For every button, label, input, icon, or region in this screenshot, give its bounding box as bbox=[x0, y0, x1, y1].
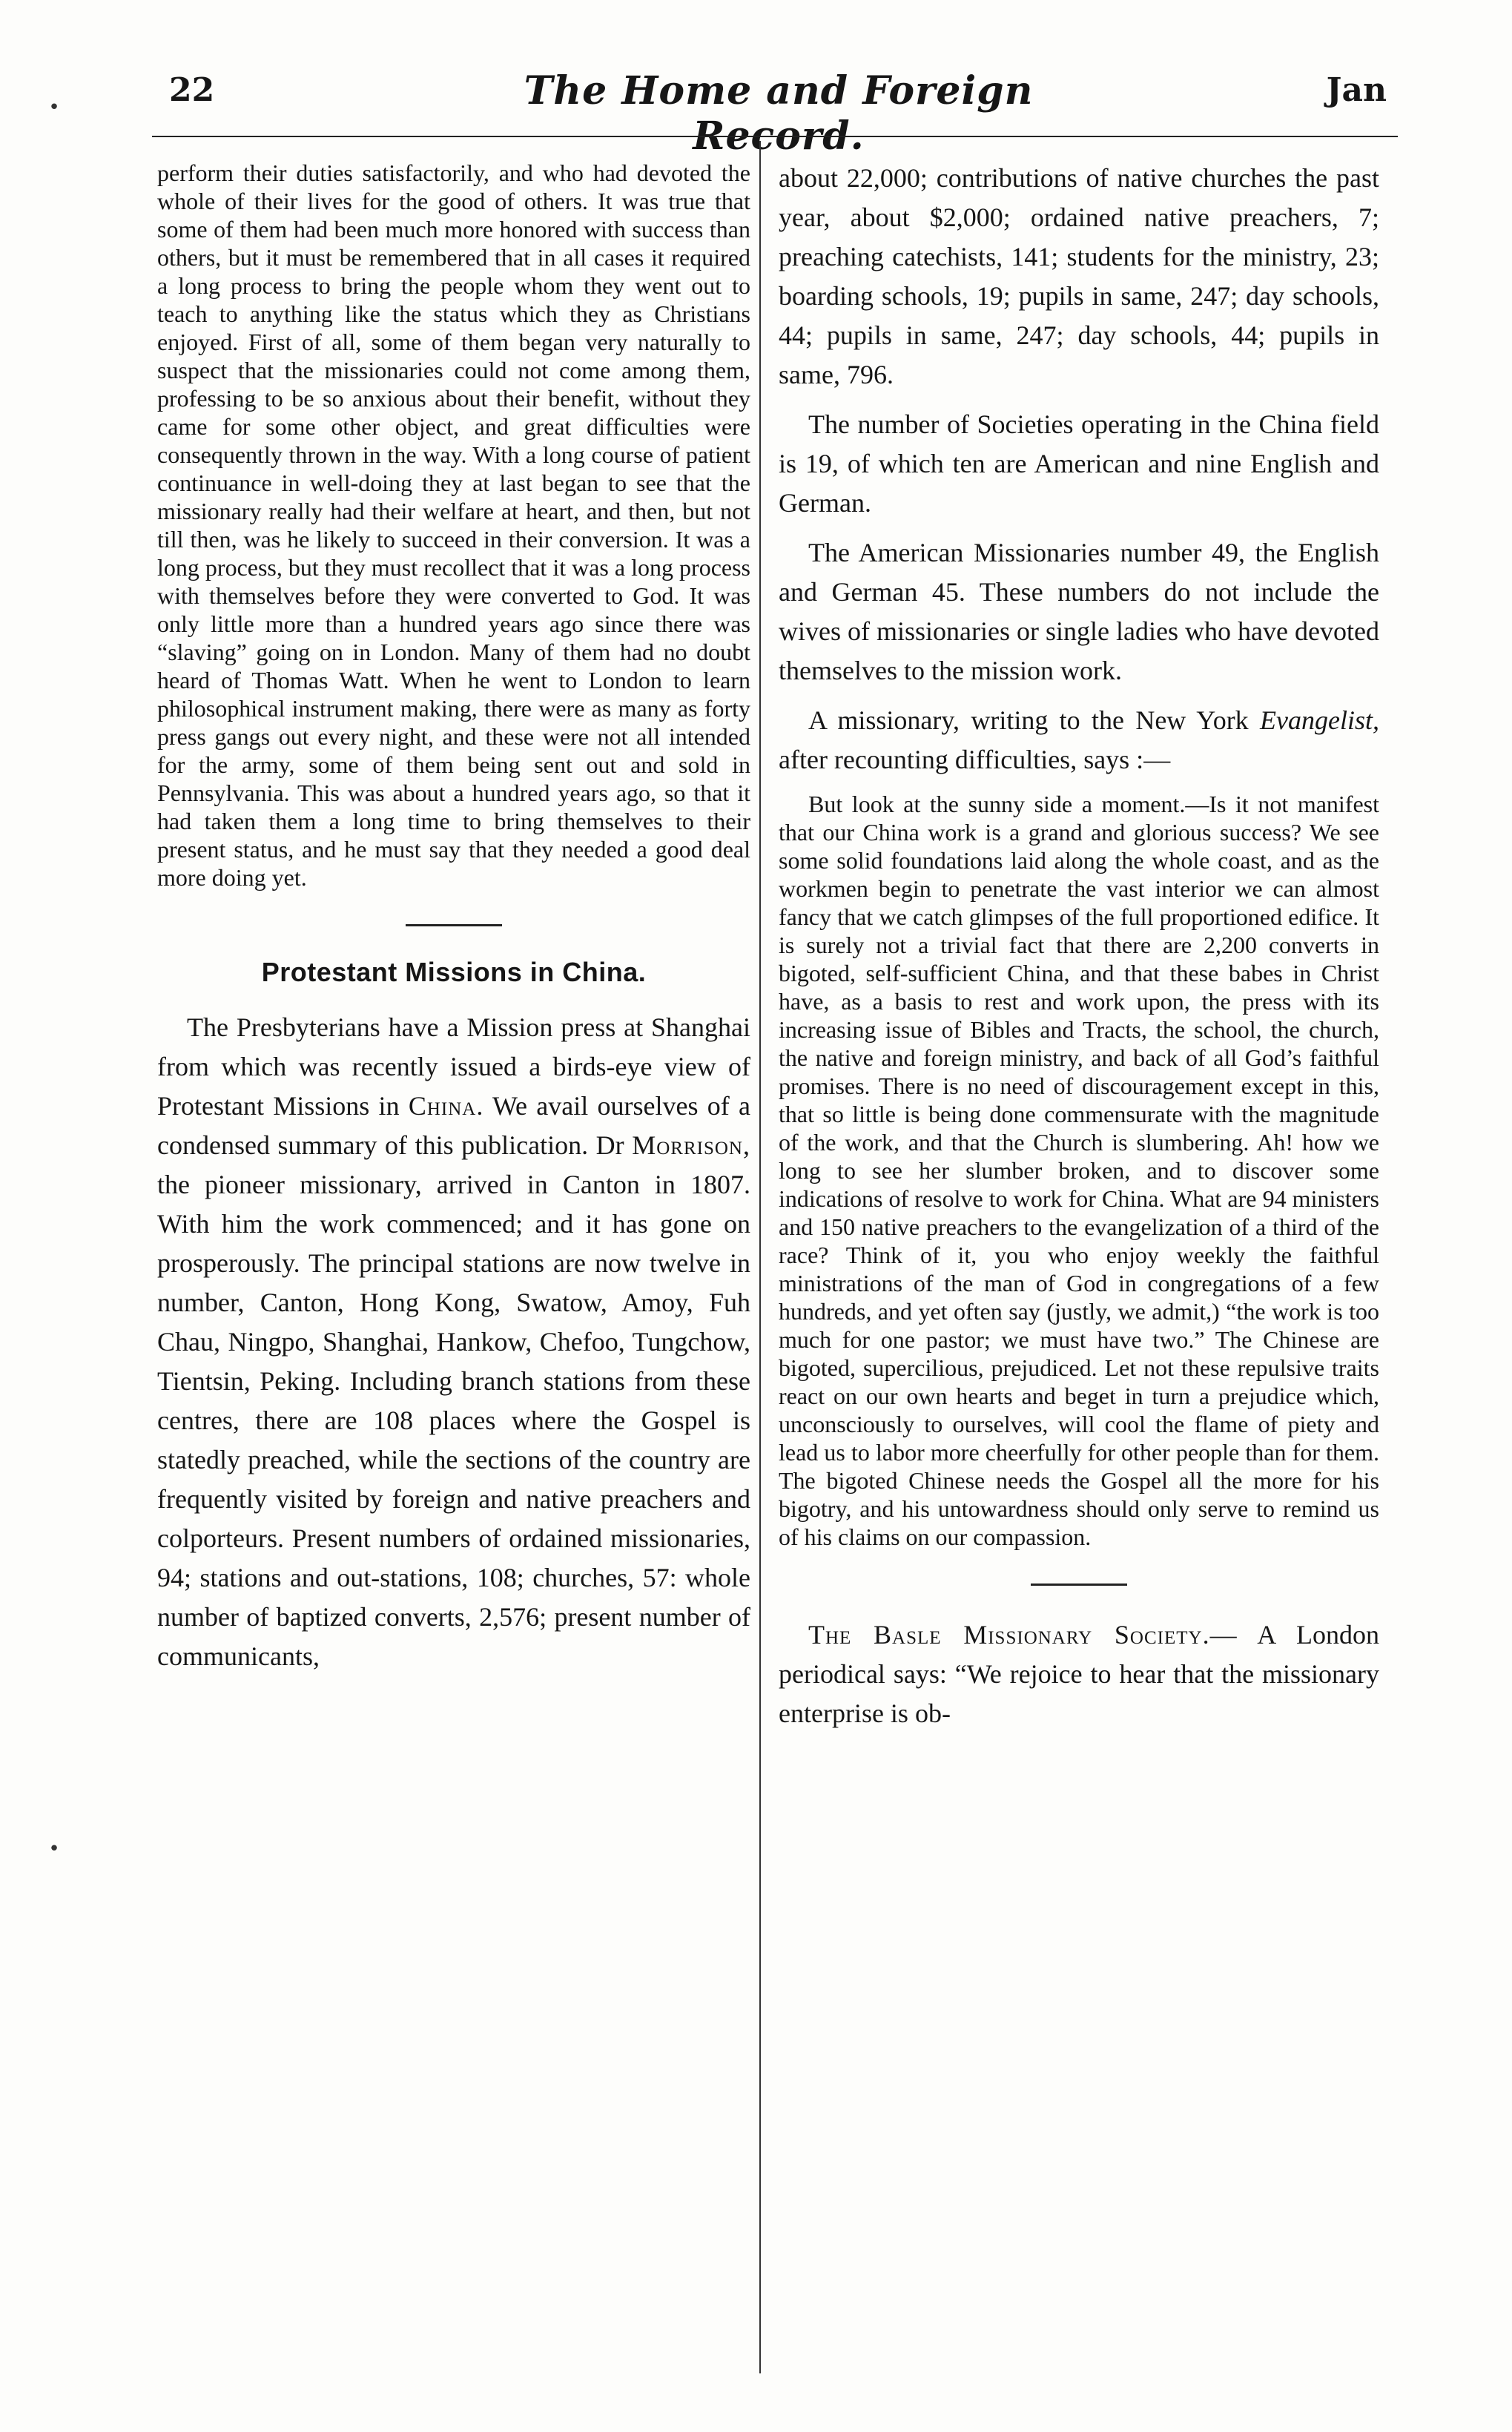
issue-month: Jan bbox=[1326, 71, 1387, 109]
quoted-letter: But look at the sunny side a moment.—Is it not manifest that our China work is a grand and glorious success? We see some solid foundations laid along the whole coast, and as the workmen begin to penetrate the vast interior we can almost fancy that we catch glimpses of the full proportioned edifice. It is surely not a trivial fact that there are 2,200 converts in bigoted, self-sufficient China, and that these babes in Christ have, as a basis to rest and work upon, the press with its increasing issue of Bibles and Tracts, the school, the church, the native and foreign ministry, and back of all God’s faithful promises. There is no need of discouragement except in this, that so little is being done commensurate with the magnitude of the work, and that the Church is slumbering. Ah! how we long to see her slumber broken, and to discover some indications of resolve to work for China. What are 94 ministers and 150 native preachers to the evangelization of a third of the race? Think of it, you who enjoy weekly the faithful ministrations of the man of God in congregations of a few hundreds, and yet often say (justly, we admit,) “the work is too much for one pastor; we must have two.” The Chinese are bigoted, supercilious, prejudiced. Let not these repulsive traits react on our own hearts and beget in turn a prejudice which, unconsciously to ourselves, will cool the flame of piety and lead us to labor more cheerfully for other people than for them. The bigoted Chinese needs the Gospel all the more for his bigotry, and his untowardness should only serve to remind us of his claims on our compassion. bbox=[779, 791, 1379, 1550]
margin-mark-lower: • bbox=[48, 1838, 60, 1860]
missions-text-3: the pioneer missionary, arrived in Canton in 1807. With him the work commenced; and it has gone on prosperously. The principal stations are now twelve in number, Canton, Hong Kong, Swatow, Amoy, Fuh Chau, Ningpo, Shanghai, Hankow, Chefoo, Tungchow, Tientsin, Peking. Including branch stations from these centres, there are 108 places where the Gospel is statedly preached, while the sections of the country are frequently visited by foreign and native preachers and colporteurs. Present numbers of ordained missionaries, 94; stations and out-stations, 108; churches, 57: whole number of baptized converts, 2,576; present number of communicants, bbox=[157, 1169, 750, 1671]
morrison-smallcaps: Morrison, bbox=[632, 1130, 750, 1160]
right-column bbox=[779, 159, 1379, 1733]
basle-text: A London periodical says: “We rejoice to hear that the missionary enterprise is ob- bbox=[779, 1620, 1380, 1728]
evangelist-intro bbox=[779, 701, 1379, 780]
header-rule bbox=[152, 136, 1398, 137]
societies-paragraph: The number of Societies operating in the China field is 19, of which ten are American and nine English and German. bbox=[779, 409, 1379, 518]
continued-paragraph: perform their duties satisfactorily, and who had devoted the whole of their lives for the good of others. It was true that some of them had been much more honored with success than others, but it must be remembered that in all cases it required a long process to bring the people whom they went out to teach to anything like the status which they as Christians enjoyed. First of all, some of them began very naturally to suspect that the missionaries could not come among them, professing to be so anxious about their benefit, without they came for some other object, and great difficulties were consequently thrown in the way. With a long course of patient continuance in well-doing they at last began to see that the missionary really had their welfare at heart, and then, but not till then, was he likely to succeed in their conversion. It was a long process, but they must recollect that it was a long process with themselves before they were converted to God. It was only little more than a hundred years ago since there was “slaving” going on in London. Many of them had no doubt heard of Thomas Watt. When he went to London to learn philosophical instrument making, there were as many as forty press gangs out every night, and these were not all intended for the army, some of them being sent out and sold in Pennsylvania. This was about a hundred years ago, so that it had taken them a long time to bring themselves to their present status, and he must say that they needed a good deal more doing yet. bbox=[157, 159, 750, 891]
intro-text-end: after recounting difficulties, says :— bbox=[779, 745, 1171, 774]
left-column bbox=[157, 159, 750, 1676]
section-heading: Protestant Missions in China. bbox=[261, 957, 647, 987]
missionaries-paragraph: The American Missionaries number 49, the English and German 45. These numbers do not include the wives of missionaries or single ladies who have devoted themselves to the mission work. bbox=[779, 538, 1379, 685]
basle-paragraph bbox=[779, 1615, 1379, 1733]
missions-paragraph bbox=[157, 1008, 750, 1676]
page-number: 22 bbox=[169, 71, 215, 109]
intro-text: A missionary, writing to the New York bbox=[808, 705, 1261, 735]
missions-text-2: We avail ourselves of a condensed summary of this publication. Dr bbox=[157, 1090, 750, 1160]
statistics-paragraph: about 22,000; contributions of native churches the past year, about $2,000; ordained native preachers, 7; preaching catechists, 141; students for the ministry, 23; boarding schools, 19; pupils in same, 247; day schools, 44; pupils in same, 247; day schools, 44; pupils in same, 796. bbox=[779, 163, 1379, 389]
column-divider bbox=[759, 141, 761, 2373]
section-separator-right bbox=[1031, 1584, 1127, 1586]
evangelist-italic: Evangelist, bbox=[1260, 705, 1379, 735]
basle-heading: The Basle Missionary Society.— bbox=[808, 1620, 1238, 1650]
journal-title: The Home and Foreign Record. bbox=[524, 68, 1034, 159]
missions-text-1: The Presbyterians have a Mission press at Shanghai from which was recently issued a birds-eye view of Protestant Missions in bbox=[157, 1012, 750, 1121]
section-separator bbox=[406, 924, 502, 926]
china-smallcaps: China. bbox=[408, 1090, 484, 1121]
margin-mark-top: • bbox=[48, 96, 60, 119]
